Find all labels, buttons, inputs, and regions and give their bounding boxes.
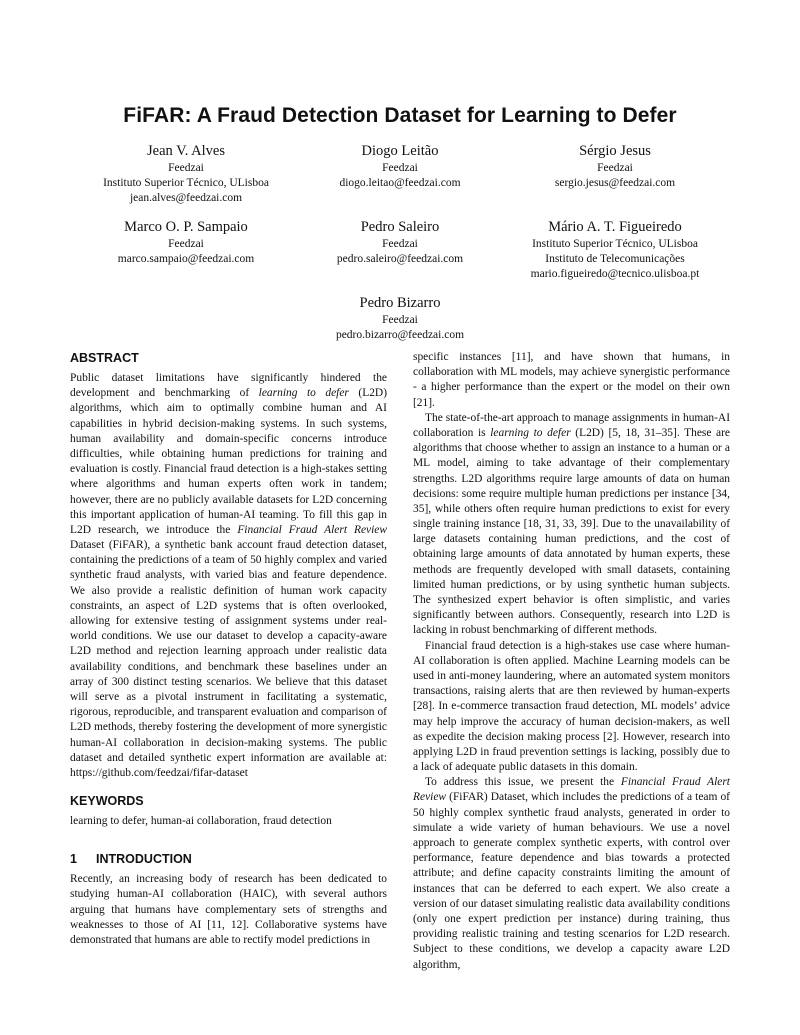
keywords-text: learning to defer, human-ai collaboration, fraud detection — [70, 815, 332, 828]
author-block — [280, 142, 520, 191]
author-email: sergio.jesus@feedzai.com — [554, 177, 676, 189]
author-affiliation: Instituto Superior Técnico, ULisboa — [532, 238, 698, 250]
author-block — [490, 218, 740, 282]
author-name: Pedro Saleiro — [360, 219, 440, 235]
author-email: pedro.bizarro@feedzai.com — [335, 329, 465, 341]
abstract-text: Public dataset limitations have significantly hindered the development and benchmarking of learning to defer (L2D) algorithms, which aim to optimally combine human and AI capabilities in hybrid decision-making systems. In such systems, human availability and domain-specific concerns introduce difficulties, while obtaining human predictions for training and evaluation is costly. Financial fraud detection is a high-stakes setting where algorithms and human experts often work in tandem; however, there are no publicly available datasets for L2D concerning this important application of human-AI teaming. To fill this gap in L2D research, we introduce the Financial Fraud Alert Review Dataset (FiFAR), a synthetic bank account fraud detection dataset, containing the predictions of a team of 50 highly complex and varied synthetic fraud analysts, with varied bias and feature dependence. We also provide a realistic definition of human work capacity constraints, an aspect of L2D systems that is often overlooked, allowing for extensive testing of assignment systems under real-world conditions. We use our dataset to develop a capacity-aware L2D method and rejection learning approach under realistic data availability conditions, and benchmark these baselines under an array of 300 distinct testing scenarios. We believe that this dataset will serve as a pivotal instrument in facilitating a systematic, rigorous, reproducible, and transparent evaluation and comparison of L2D methods, thereby fostering the development of more synergistic human-AI collaboration in decision-making systems. The public dataset and detailed synthetic expert information are available at: https://github.com/feedzai/fifar-dataset — [70, 372, 388, 779]
author-name: Sérgio Jesus — [579, 143, 651, 159]
body-paragraph: Financial fraud detection is a high-stakes use case where human-AI collaboration is often applied. Machine Learning models can be used in anti-money laundering, where an automated system monitors transactions, raising alerts that are then reviewed by human-experts [28]. In e-commerce transaction fraud detection, ML models’ advice may help improve the accuracy of human decision-makers, as well as expedite the decision making process [2]. However, research into applying L2D in fraud prevention settings is lacking, possibly due to a lack of adequate public datasets in this domain. — [413, 639, 730, 774]
author-block — [280, 294, 520, 343]
abstract-heading: ABSTRACT — [70, 351, 139, 365]
author-name: Jean V. Alves — [146, 143, 225, 159]
author-block — [66, 218, 306, 267]
author-name: Mário A. T. Figueiredo — [548, 219, 682, 235]
right-column — [413, 350, 730, 973]
author-affiliation: Feedzai — [168, 162, 204, 174]
author-affiliation: Feedzai — [382, 238, 418, 250]
author-block — [280, 218, 520, 267]
author-name: Pedro Bizarro — [359, 295, 441, 311]
author-email: marco.sampaio@feedzai.com — [117, 253, 255, 265]
author-affiliation: Instituto Superior Técnico, ULisboa — [103, 177, 269, 189]
keywords-heading: KEYWORDS — [70, 794, 144, 809]
author-email: diogo.leitao@feedzai.com — [339, 177, 461, 189]
paper-title: FiFAR: A Fraud Detection Dataset for Learning to Defer — [123, 104, 677, 127]
author-name: Marco O. P. Sampaio — [124, 219, 248, 235]
author-affiliation: Feedzai — [382, 314, 418, 326]
author-affiliation: Feedzai — [168, 238, 204, 250]
author-affiliation: Feedzai — [597, 162, 633, 174]
introduction-text: Recently, an increasing body of research has been dedicated to studying human-AI collaboration (HAIC), with several authors arguing that humans have complementary sets of strengths and weaknesses to those of AI [11, 12]. Collaborative systems have demonstrated that humans are able to rectify model predictions in — [70, 873, 387, 946]
author-email: pedro.saleiro@feedzai.com — [336, 253, 464, 265]
author-affiliation: Instituto de Telecomunicações — [545, 253, 685, 265]
author-affiliation: Feedzai — [382, 162, 418, 174]
author-email: mario.figueiredo@tecnico.ulisboa.pt — [530, 268, 700, 280]
author-email: jean.alves@feedzai.com — [129, 192, 243, 204]
body-paragraph: The state-of-the-art approach to manage assignments in human-AI collaboration is learning to defer (L2D) [5, 18, 31–35]. These are algorithms that choose whether to assign an instance to a human or a ML model, aiming to take advantage of their complementary strengths. L2D algorithms require large amounts of data on human decisions: some require multiple human predictions per instance [34, 35], while others often require human predictions to exist for every single training instance [18, 31, 33, 39]. Due to the unavailability of large datasets containing human predictions, and the cost of obtaining large amounts of data annotated by human experts, these methods are frequently developed with small datasets, containing limited human predictions, or by using synthetic human subjects. The synthesized expert behavior is often simplistic, and varies significantly between authors. Consequently, research into L2D is lacking in robust benchmarking of different methods. — [413, 411, 731, 637]
body-paragraph: To address this issue, we present the Financial Fraud Alert Review (FiFAR) Dataset, which includes the predictions of a team of 50 highly complex synthetic fraud analysts, generated in order to simulate a wide variety of human behaviours. We use a novel approach to generate complex synthetic experts, with control over performance, feature dependence and bias towards a protected attribute; and define capacity constraints limiting the amount of instances that can be deferred to each expert. We also create a version of our dataset simulating realistic data availability conditions (only one expert prediction per instance) during training, thus providing realistic training and testing scenarios for L2D research. Subject to these conditions, we develop a capacity aware L2D algorithm, — [413, 776, 730, 971]
left-column — [70, 350, 387, 948]
author-block — [66, 142, 306, 206]
author-name: Diogo Leitão — [361, 143, 439, 159]
body-paragraph: specific instances [11], and have shown that humans, in collaboration with ML models, may achieve synergistic performance - a higher performance than the expert or the model on their own [21]. — [413, 351, 730, 409]
author-block — [495, 142, 735, 191]
introduction-heading: 1 INTRODUCTION — [70, 852, 192, 867]
